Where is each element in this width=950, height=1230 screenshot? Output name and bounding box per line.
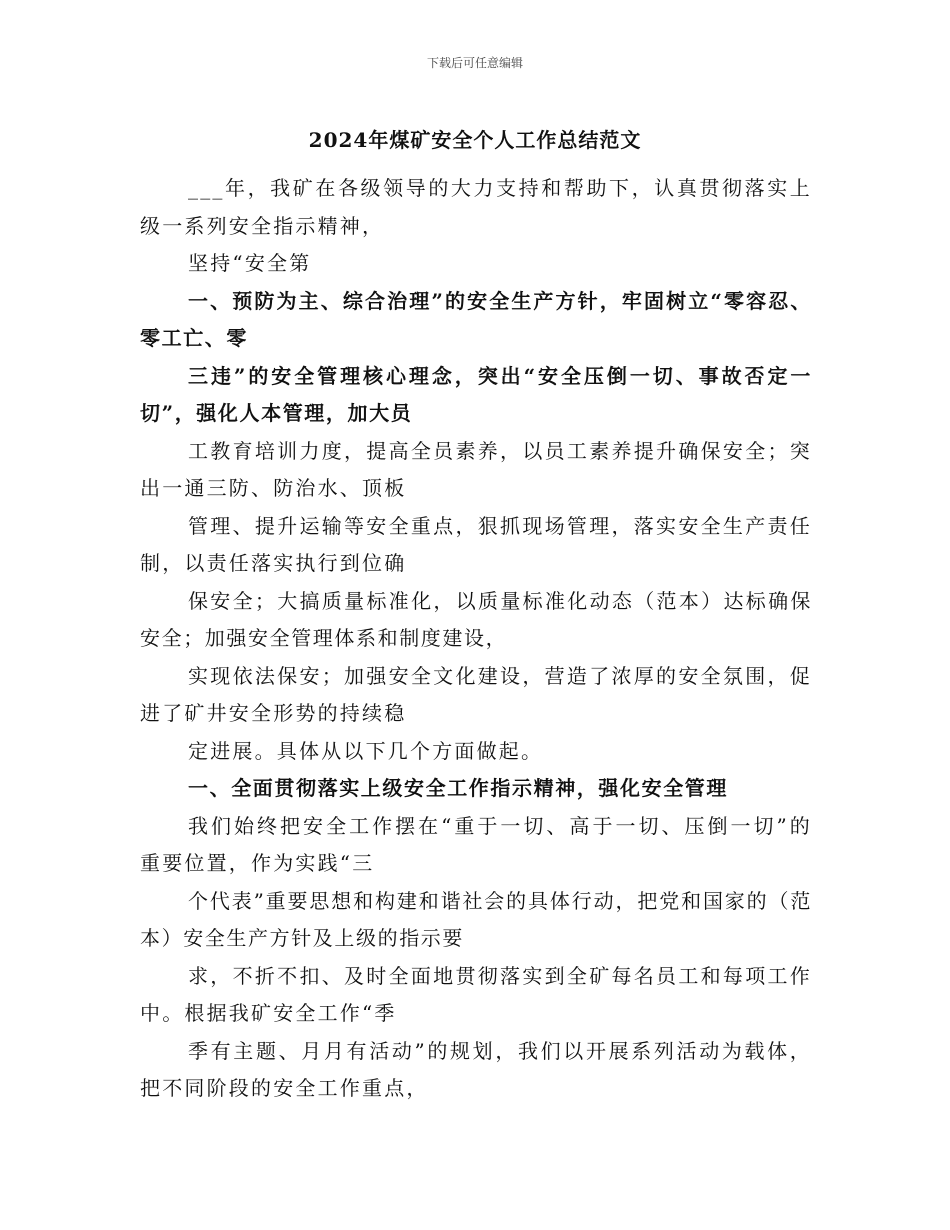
paragraph-10: 我们始终把安全工作摆在“重于一切、高于一切、压倒一切”的重要位置，作为实践“三 <box>140 813 812 875</box>
paragraph-3: 一、预防为主、综合治理”的安全生产方针，牢固树立“零容忍、零工亡、零 <box>140 288 812 350</box>
paragraph-6: 管理、提升运输等安全重点，狠抓现场管理，落实安全生产责任制，以责任落实执行到位确 <box>140 513 812 575</box>
section-heading-1: 一、全面贯彻落实上级安全工作指示精神，强化安全管理 <box>188 776 728 800</box>
paragraph-13: 季有主题、月月有活动”的规划，我们以开展系列活动为载体，把不同阶段的安全工作重点， <box>140 1038 812 1100</box>
paragraph-2: 坚持“安全第 <box>188 251 312 275</box>
paragraph-8: 实现依法保安；加强安全文化建设，营造了浓厚的安全氛围，促进了矿井安全形势的持续稳 <box>140 663 812 725</box>
header-note: 下载后可任意编辑 <box>426 56 523 70</box>
paragraph-9: 定进展。具体从以下几个方面做起。 <box>188 738 544 763</box>
paragraph-11: 个代表”重要思想和构建和谐社会的具体行动，把党和国家的（范本）安全生产方针及上级的指示要 <box>140 888 812 950</box>
paragraph-7: 保安全；大搞质量标准化，以质量标准化动态（范本）达标确保安全；加强安全管理体系和制度建设， <box>140 588 812 650</box>
paragraph-12: 求，不折不扣、及时全面地贯彻落实到全矿每名员工和每项工作中。根据我矿安全工作“季 <box>140 963 812 1025</box>
paragraph-1: ___年，我矿在各级领导的大力支持和帮助下，认真贯彻落实上级一系列安全指示精神， <box>140 176 812 238</box>
document-body <box>140 170 812 1108</box>
paragraph-4: 三违”的安全管理核心理念，突出“安全压倒一切、事故否定一切”，强化人本管理，加大员 <box>140 363 812 425</box>
paragraph-5: 工教育培训力度，提高全员素养，以员工素养提升确保安全；突出一通三防、防治水、顶板 <box>140 438 812 500</box>
document-title: 2024年煤矿安全个人工作总结范文 <box>308 128 642 152</box>
